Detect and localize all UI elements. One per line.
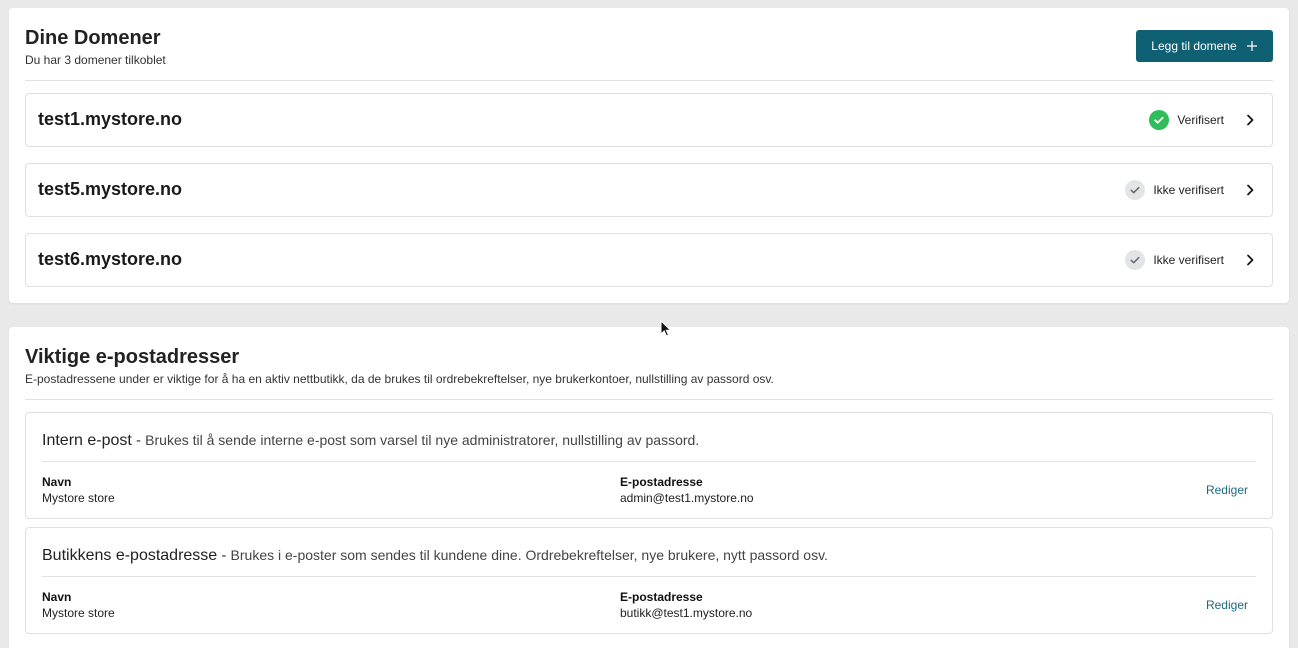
email-heading-title: Intern e-post — [42, 432, 132, 449]
domain-status — [1125, 234, 1254, 286]
domains-divider — [25, 80, 1273, 81]
email-divider — [42, 461, 1256, 462]
domain-status — [1149, 94, 1254, 146]
edit-link[interactable]: Rediger — [1205, 598, 1248, 612]
domain-status — [1125, 164, 1254, 216]
email-heading-description: Brukes til å sende interne e-post som varsel til nye administratorer, nullstilling av passord. — [145, 432, 700, 448]
add-domain-button[interactable] — [1136, 30, 1273, 62]
emails-card — [9, 327, 1289, 648]
plus-icon — [1246, 38, 1258, 55]
add-domain-button-label: Legg til domene — [1151, 39, 1237, 53]
emails-subtitle: E-postadressene under er viktige for å ha en aktiv nettbutikk, da de brukes til ordrebekreftelser, nye brukerkontoer, nullstilling av passord osv. — [25, 372, 774, 386]
email-heading-separator: - — [217, 547, 231, 564]
email-label: E-postadresse — [620, 590, 703, 604]
name-label: Navn — [42, 475, 72, 489]
chevron-right-icon[interactable] — [1246, 184, 1254, 196]
domains-title: Dine Domener — [25, 27, 161, 49]
email-heading-separator: - — [131, 432, 146, 449]
check-circle-icon — [1149, 110, 1169, 130]
email-heading-title: Butikkens e-postadresse — [42, 547, 218, 564]
email-heading — [42, 547, 828, 565]
domains-subtitle: Du har 3 domener tilkoblet — [25, 53, 166, 67]
mouse-cursor-icon — [660, 320, 672, 343]
chevron-right-icon[interactable] — [1246, 254, 1254, 266]
email-box-internal — [25, 412, 1273, 519]
name-label: Navn — [42, 590, 72, 604]
email-box-store — [25, 527, 1273, 634]
domain-row[interactable] — [25, 163, 1273, 217]
email-value: butikk@test1.mystore.no — [620, 606, 753, 620]
edit-link[interactable]: Rediger — [1205, 483, 1248, 497]
domain-row[interactable] — [25, 93, 1273, 147]
email-value: admin@test1.mystore.no — [620, 491, 754, 505]
name-value: Mystore store — [42, 606, 115, 620]
email-divider — [42, 576, 1256, 577]
email-heading-description: Brukes i e-poster som sendes til kundene dine. Ordrebekreftelser, nye brukere, nytt passord osv. — [230, 547, 828, 563]
domain-name: test1.mystore.no — [38, 109, 183, 129]
emails-title: Viktige e-postadresser — [25, 346, 240, 368]
email-label: E-postadresse — [620, 475, 703, 489]
domain-status-label: Ikke verifisert — [1153, 253, 1224, 267]
name-value: Mystore store — [42, 491, 115, 505]
domains-card — [9, 8, 1289, 303]
domain-status-label: Ikke verifisert — [1153, 183, 1224, 197]
emails-divider — [25, 399, 1273, 400]
email-heading — [42, 432, 699, 450]
chevron-right-icon[interactable] — [1246, 114, 1254, 126]
check-circle-icon — [1125, 250, 1145, 270]
domain-name: test5.mystore.no — [38, 179, 183, 199]
domain-row[interactable] — [25, 233, 1273, 287]
domain-name: test6.mystore.no — [38, 249, 183, 269]
domain-status-label: Verifisert — [1177, 113, 1224, 127]
check-circle-icon — [1125, 180, 1145, 200]
